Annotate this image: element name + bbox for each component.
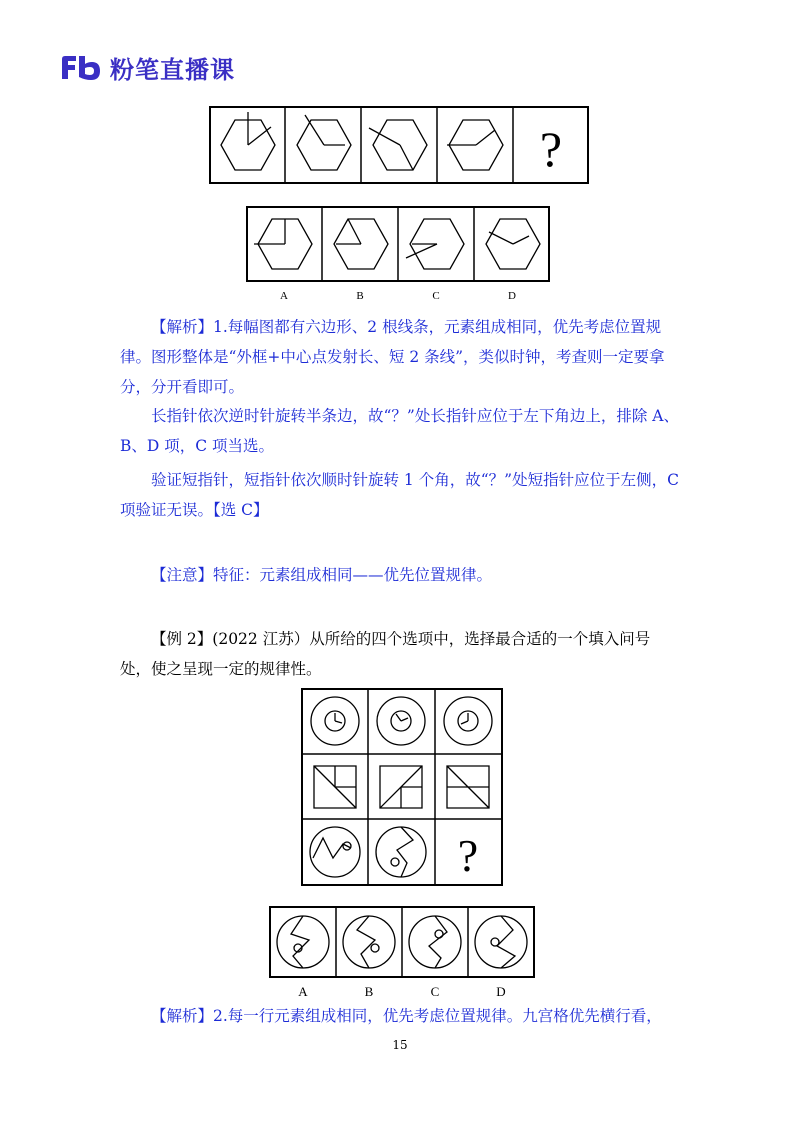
q1-label-c: C xyxy=(432,290,440,302)
example2-question-text: 【例 2】(2022 江苏）从所给的四个选项中，选择最合适的一个填入问号处，使之呈现一定的规律性。 xyxy=(120,630,651,678)
q2-cell-1-2 xyxy=(377,697,425,745)
q1-option-b xyxy=(334,219,388,269)
q2-option-b xyxy=(343,916,395,968)
q1-sequence-figure xyxy=(209,106,589,184)
q2-option-labels xyxy=(269,984,535,1000)
q2-cell-2-1 xyxy=(314,766,356,808)
q2-nine-grid-figure xyxy=(301,688,503,886)
q2-option-c xyxy=(409,916,461,968)
q2-option-a xyxy=(277,916,329,968)
q1-question-mark: ? xyxy=(539,121,563,177)
q1-cell-4 xyxy=(447,120,503,170)
q2-label-a: A xyxy=(298,984,308,999)
q1-cell-1 xyxy=(221,112,275,170)
q1-cell-2 xyxy=(297,115,351,170)
q1-label-a: A xyxy=(280,290,288,302)
q2-cell-2-3 xyxy=(447,766,489,808)
fb-logo-icon xyxy=(58,53,104,83)
q1-label-b: B xyxy=(356,290,364,302)
analysis1-paragraph-2: 长指针依次逆时针旋转半条边，故“？”处长指针应位于左下角边上，排除 A、B、D 项，C 项当选。 xyxy=(120,407,679,455)
q2-cell-3-1 xyxy=(310,827,360,877)
q1-cell-3 xyxy=(369,120,427,170)
note-paragraph: 【注意】特征：元素组成相同——优先位置规律。 xyxy=(151,566,493,584)
q2-cell-3-2 xyxy=(376,827,426,877)
q2-options-figure xyxy=(269,906,535,978)
q2-label-d: D xyxy=(496,984,506,999)
analysis1-paragraph-3: 验证短指针，短指针依次顺时针旋转 1 个角，故“？”处短指针应位于左侧，C 项验证无误。【选 C】 xyxy=(120,471,679,519)
brand-logo xyxy=(58,50,235,85)
q2-option-d xyxy=(475,916,527,968)
q2-cell-1-1 xyxy=(311,697,359,745)
q1-options-figure xyxy=(246,206,550,282)
q2-cell-2-2 xyxy=(380,766,422,808)
analysis1-paragraph-1: 【解析】1.每幅图都有六边形、2 根线条，元素组成相同，优先考虑位置规律。图形整体是“外框+中心点发射长、短 2 条线”，类似时钟，考查则一定要拿分，分开看即可。 xyxy=(120,318,665,396)
q1-option-d xyxy=(486,219,540,269)
analysis2-paragraph: 【解析】2.每一行元素组成相同，优先考虑位置规律。九宫格优先横行看， xyxy=(151,1007,662,1025)
q2-label-b: B xyxy=(364,984,374,999)
q1-option-c xyxy=(406,219,464,269)
q2-label-c: C xyxy=(430,984,440,999)
q2-cell-1-3 xyxy=(444,697,492,745)
q1-label-d: D xyxy=(508,290,516,302)
q1-option-a xyxy=(254,219,312,269)
q2-question-mark: ? xyxy=(457,830,479,881)
logo-text: 粉笔直播课 xyxy=(110,56,235,84)
page-number: 15 xyxy=(392,1038,408,1052)
q1-option-labels xyxy=(246,290,550,304)
